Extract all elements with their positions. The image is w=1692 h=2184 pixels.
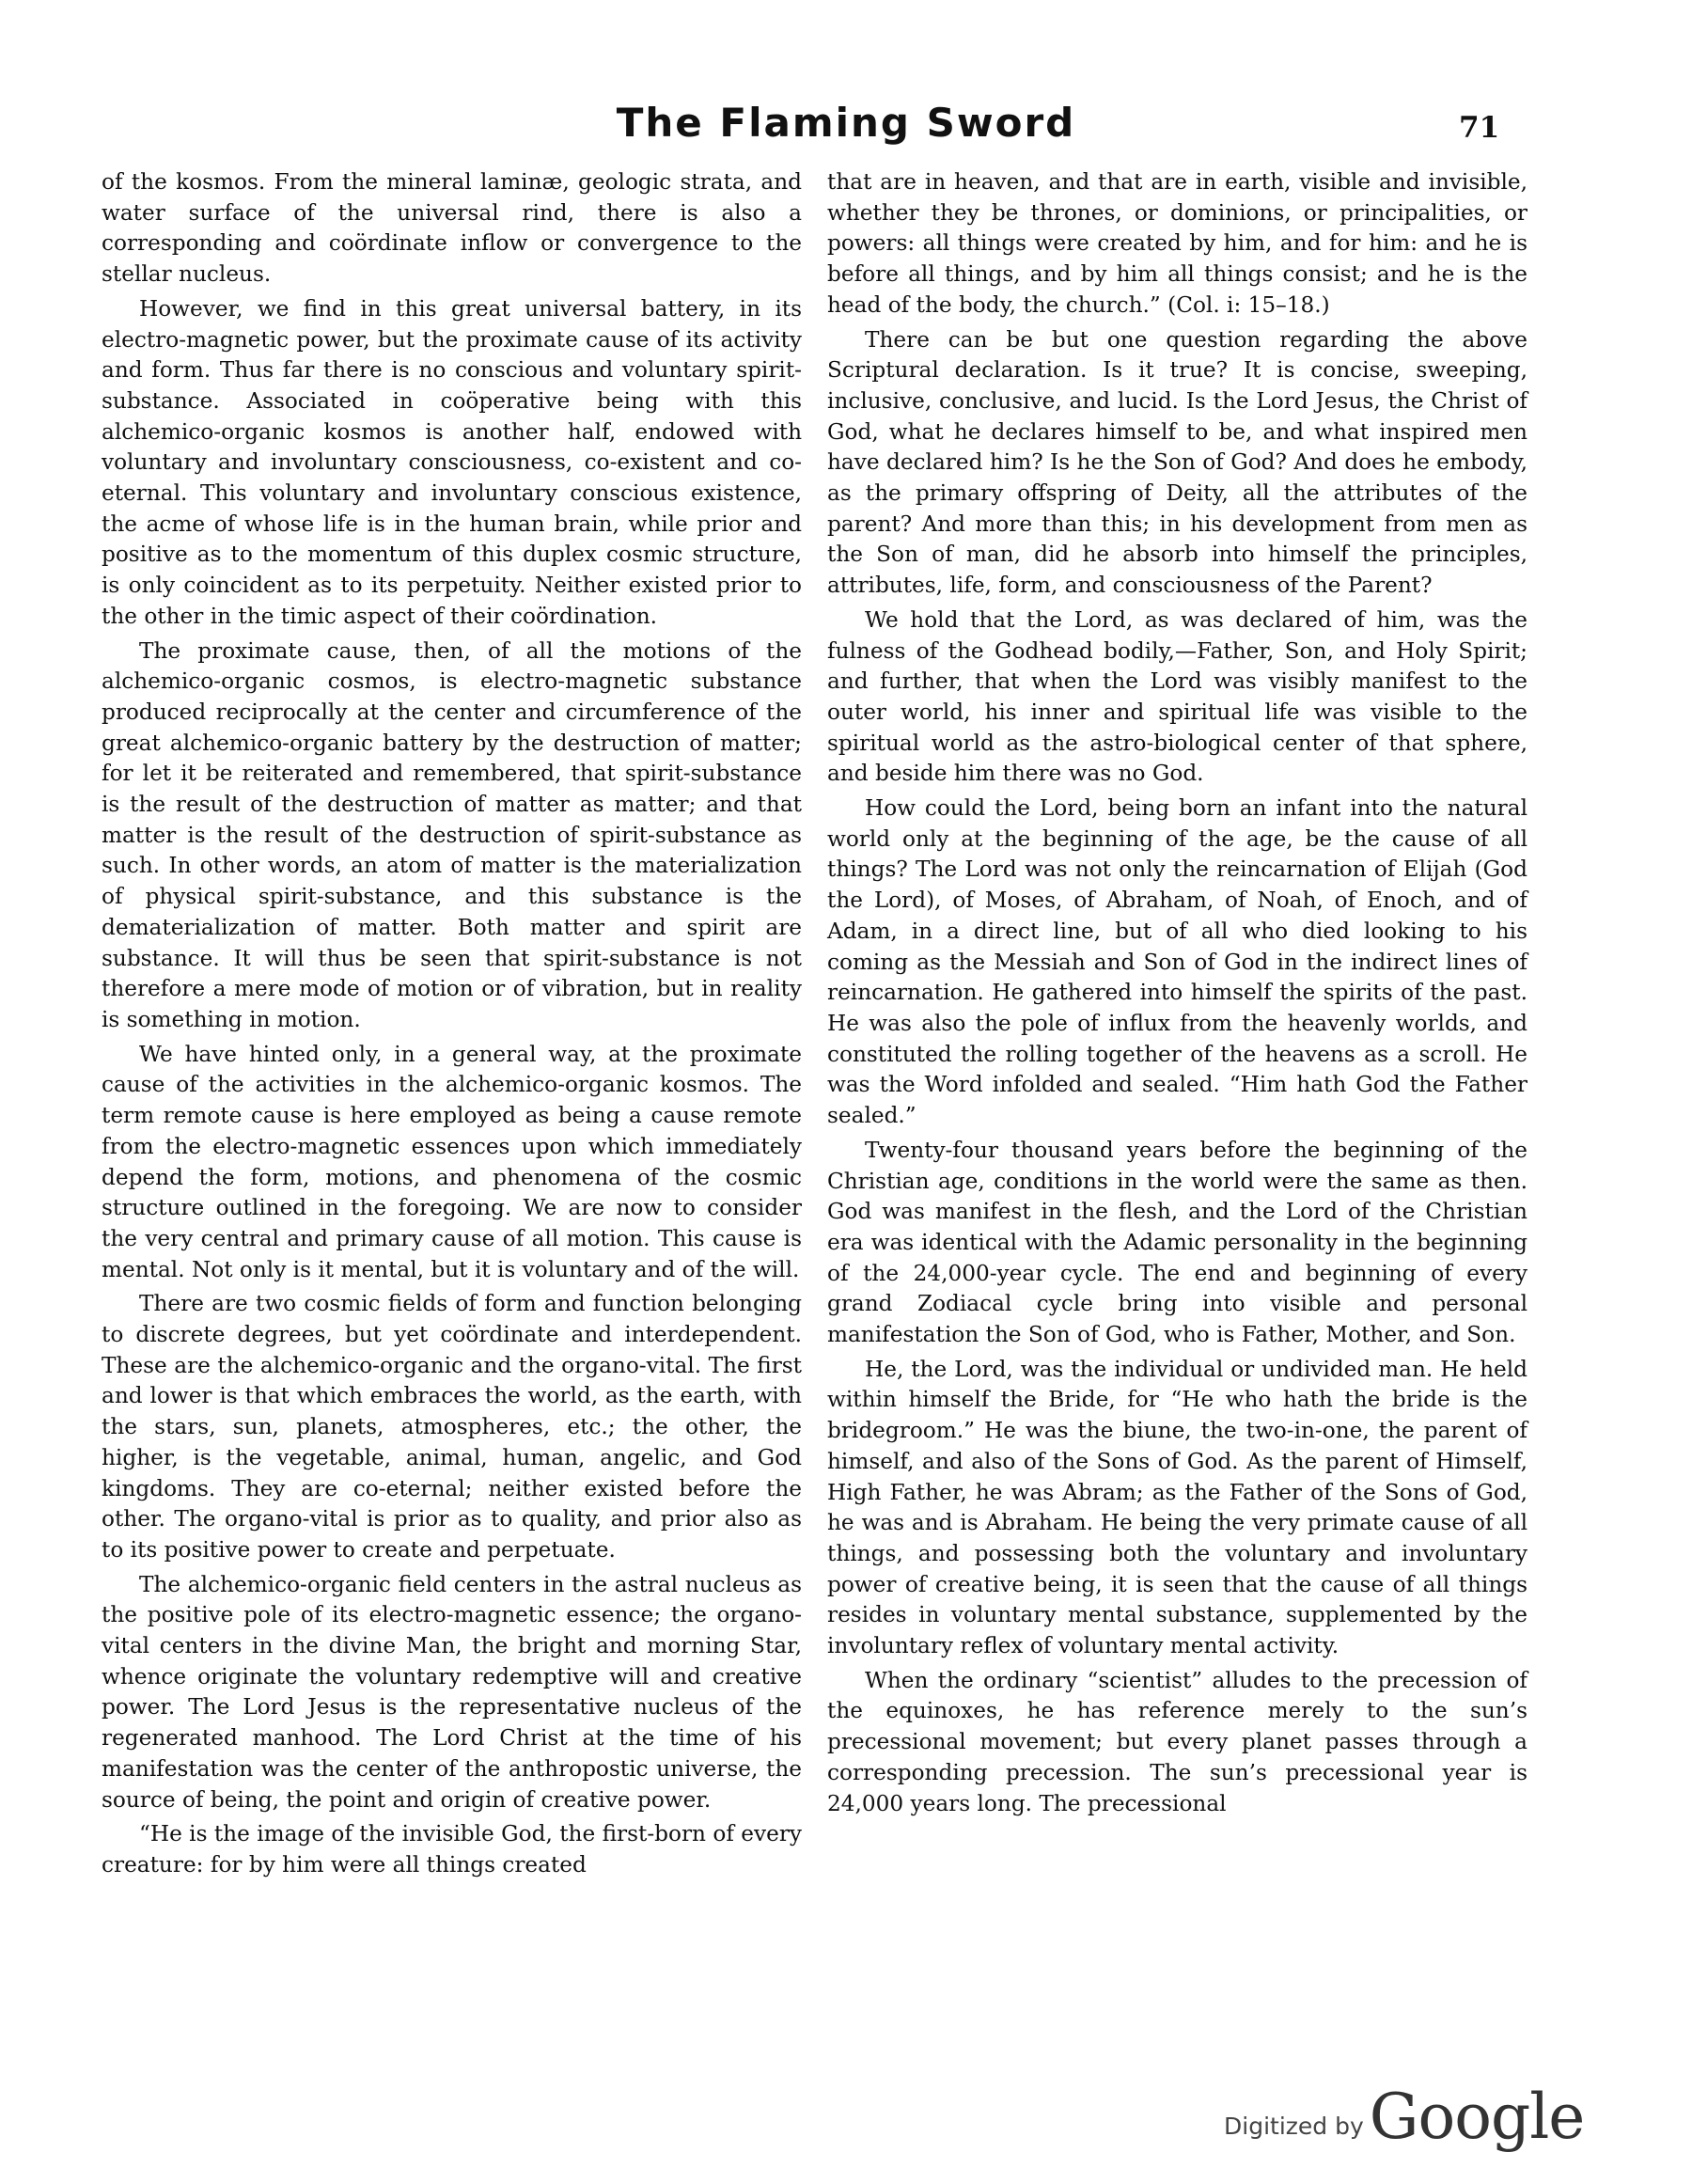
paragraph: How could the Lord, being born an infant into the natural world only at the beginning of the age, be the cause of all things? The Lord was not only the reincarnation of Elijah (God the Lord), of Moses, of Abraham, of Noah, of Enoch, and of Adam, in a direct line, but of all who died looking to his coming as the Messiah and Son of God in the indirect lines of reincarnation. He gathered into himself the spirits of the past. He was also the pole of influx from the heavenly worlds, and constituted the rolling together of the heavens as a scroll. He was the Word infolded and sealed. “Him hath God the Father sealed.”: [827, 795, 1528, 1129]
right-column: [827, 167, 1528, 1823]
paragraph: that are in heaven, and that are in earth, visible and invisible, whether they be thrones, or dominions, or principalities, or powers: all things were created by him, and for him: and he is before all things, and by him all things consist; and he is the head of the body, the church.” (Col. i: 15–18.): [827, 169, 1528, 318]
google-logo: Google: [1369, 2081, 1585, 2153]
paragraph: When the ordinary “scientist” alludes to the precession of the equinoxes, he has reference merely to the sun’s precessional movement; but every planet passes through a corresponding precession. The sun’s precessional year is 24,000 years long. The precessional: [827, 1667, 1528, 1816]
running-title: The Flaming Sword: [616, 100, 1076, 146]
paragraph: There can be but one question regarding the above Scriptural declaration. Is it true? It is concise, sweeping, inclusive, conclusive, and lucid. Is the Lord Jesus, the Christ of God, what he declares himself to be, and what inspired men have declared him? Is he the Son of God? And does he embody, as the primary offspring of Deity, all the attributes of the parent? And more than this; in his development from men as the Son of man, did he absorb into himself the principles, attributes, life, form, and consciousness of the Parent?: [827, 326, 1528, 599]
paragraph: “He is the image of the invisible God, the first-born of every creature: for by him were all things created: [102, 1821, 802, 1878]
paragraph: He, the Lord, was the individual or undivided man. He held within himself the Bride, for “He who hath the bride is the bridegroom.” He was the biune, the two-in-one, the parent of himself, and also of the Sons of God. As the parent of Himself, High Father, he was Abram; as the Father of the Sons of God, he was and is Abraham. He being the very primate cause of all things, and possessing both the voluntary and involuntary power of creative being, it is seen that the cause of all things resides in voluntary mental substance, supplemented by the involuntary reflex of voluntary mental activity.: [827, 1356, 1528, 1659]
paragraph: of the kosmos. From the mineral laminæ, geologic strata, and water surface of the universal rind, there is also a corresponding and coördinate inflow or convergence to the stellar nucleus.: [102, 169, 802, 288]
digitization-watermark: [1224, 2078, 1584, 2153]
paragraph: We hold that the Lord, as was declared of him, was the fulness of the Godhead bodily,—Father, Son, and Holy Spirit; and further, that when the Lord was visibly manifest to the outer world, his inner and spiritual life was visible to the spiritual world as the astro-biological center of that sphere, and beside him there was no God.: [827, 606, 1528, 787]
paragraph: We have hinted only, in a general way, at the proximate cause of the activities in the alchemico-organic kosmos. The term remote cause is here employed as being a cause remote from the electro-magnetic essences upon which immediately depend the form, motions, and phenomena of the cosmic structure outlined in the foregoing. We are now to consider the very central and primary cause of all motion. This cause is mental. Not only is it mental, but it is voluntary and of the will.: [102, 1041, 802, 1282]
paragraph: The proximate cause, then, of all the motions of the alchemico-organic cosmos, is electro-magnetic substance produced reciprocally at the center and circumference of the great alchemico-organic battery by the destruction of matter; for let it be reiterated and remembered, that spirit-substance is the result of the destruction of matter as matter; and that matter is the result of the destruction of spirit-substance as such. In other words, an atom of matter is the materialization of physical spirit-substance, and this substance is the dematerialization of matter. Both matter and spirit are substance. It will thus be seen that spirit-substance is not therefore a mere mode of motion or of vibration, but in reality is something in motion.: [102, 637, 802, 1032]
paragraph: The alchemico-organic field centers in the astral nucleus as the positive pole of its electro-magnetic essence; the organo-vital centers in the divine Man, the bright and morning Star, whence originate the voluntary redemptive will and creative power. The Lord Jesus is the representative nucleus of the regenerated manhood. The Lord Christ at the time of his manifestation was the center of the anthropostic universe, the source of being, the point and origin of creative power.: [102, 1571, 802, 1813]
page-number: 71: [1459, 111, 1500, 145]
left-column: [102, 167, 802, 1885]
paragraph: However, we find in this great universal battery, in its electro-magnetic power, but the proximate cause of its activity and form. Thus far there is no conscious and voluntary spirit-substance. Associated in coöperative being with this alchemico-organic kosmos is another half, endowed with voluntary and involuntary consciousness, co-existent and co-eternal. This voluntary and involuntary conscious existence, the acme of whose life is in the human brain, while prior and positive as to the momentum of this duplex cosmic structure, is only coincident as to its perpetuity. Neither existed prior to the other in the timic aspect of their coördination.: [102, 295, 802, 629]
paragraph: Twenty-four thousand years before the beginning of the Christian age, conditions in the world were the same as then. God was manifest in the flesh, and the Lord of the Christian era was identical with the Adamic personality in the beginning of the 24,000-year cycle. The end and beginning of every grand Zodiacal cycle bring into visible and personal manifestation the Son of God, who is Father, Mother, and Son.: [827, 1137, 1528, 1348]
paragraph: There are two cosmic fields of form and function belonging to discrete degrees, but yet coördinate and interdependent. These are the alchemico-organic and the organo-vital. The first and lower is that which embraces the world, as the earth, with the stars, sun, planets, atmospheres, etc.; the other, the higher, is the vegetable, animal, human, angelic, and God kingdoms. They are co-eternal; neither existed before the other. The organo-vital is prior as to quality, and prior also as to its positive power to create and perpetuate.: [102, 1291, 802, 1563]
watermark-text: Digitized by: [1224, 2113, 1364, 2140]
